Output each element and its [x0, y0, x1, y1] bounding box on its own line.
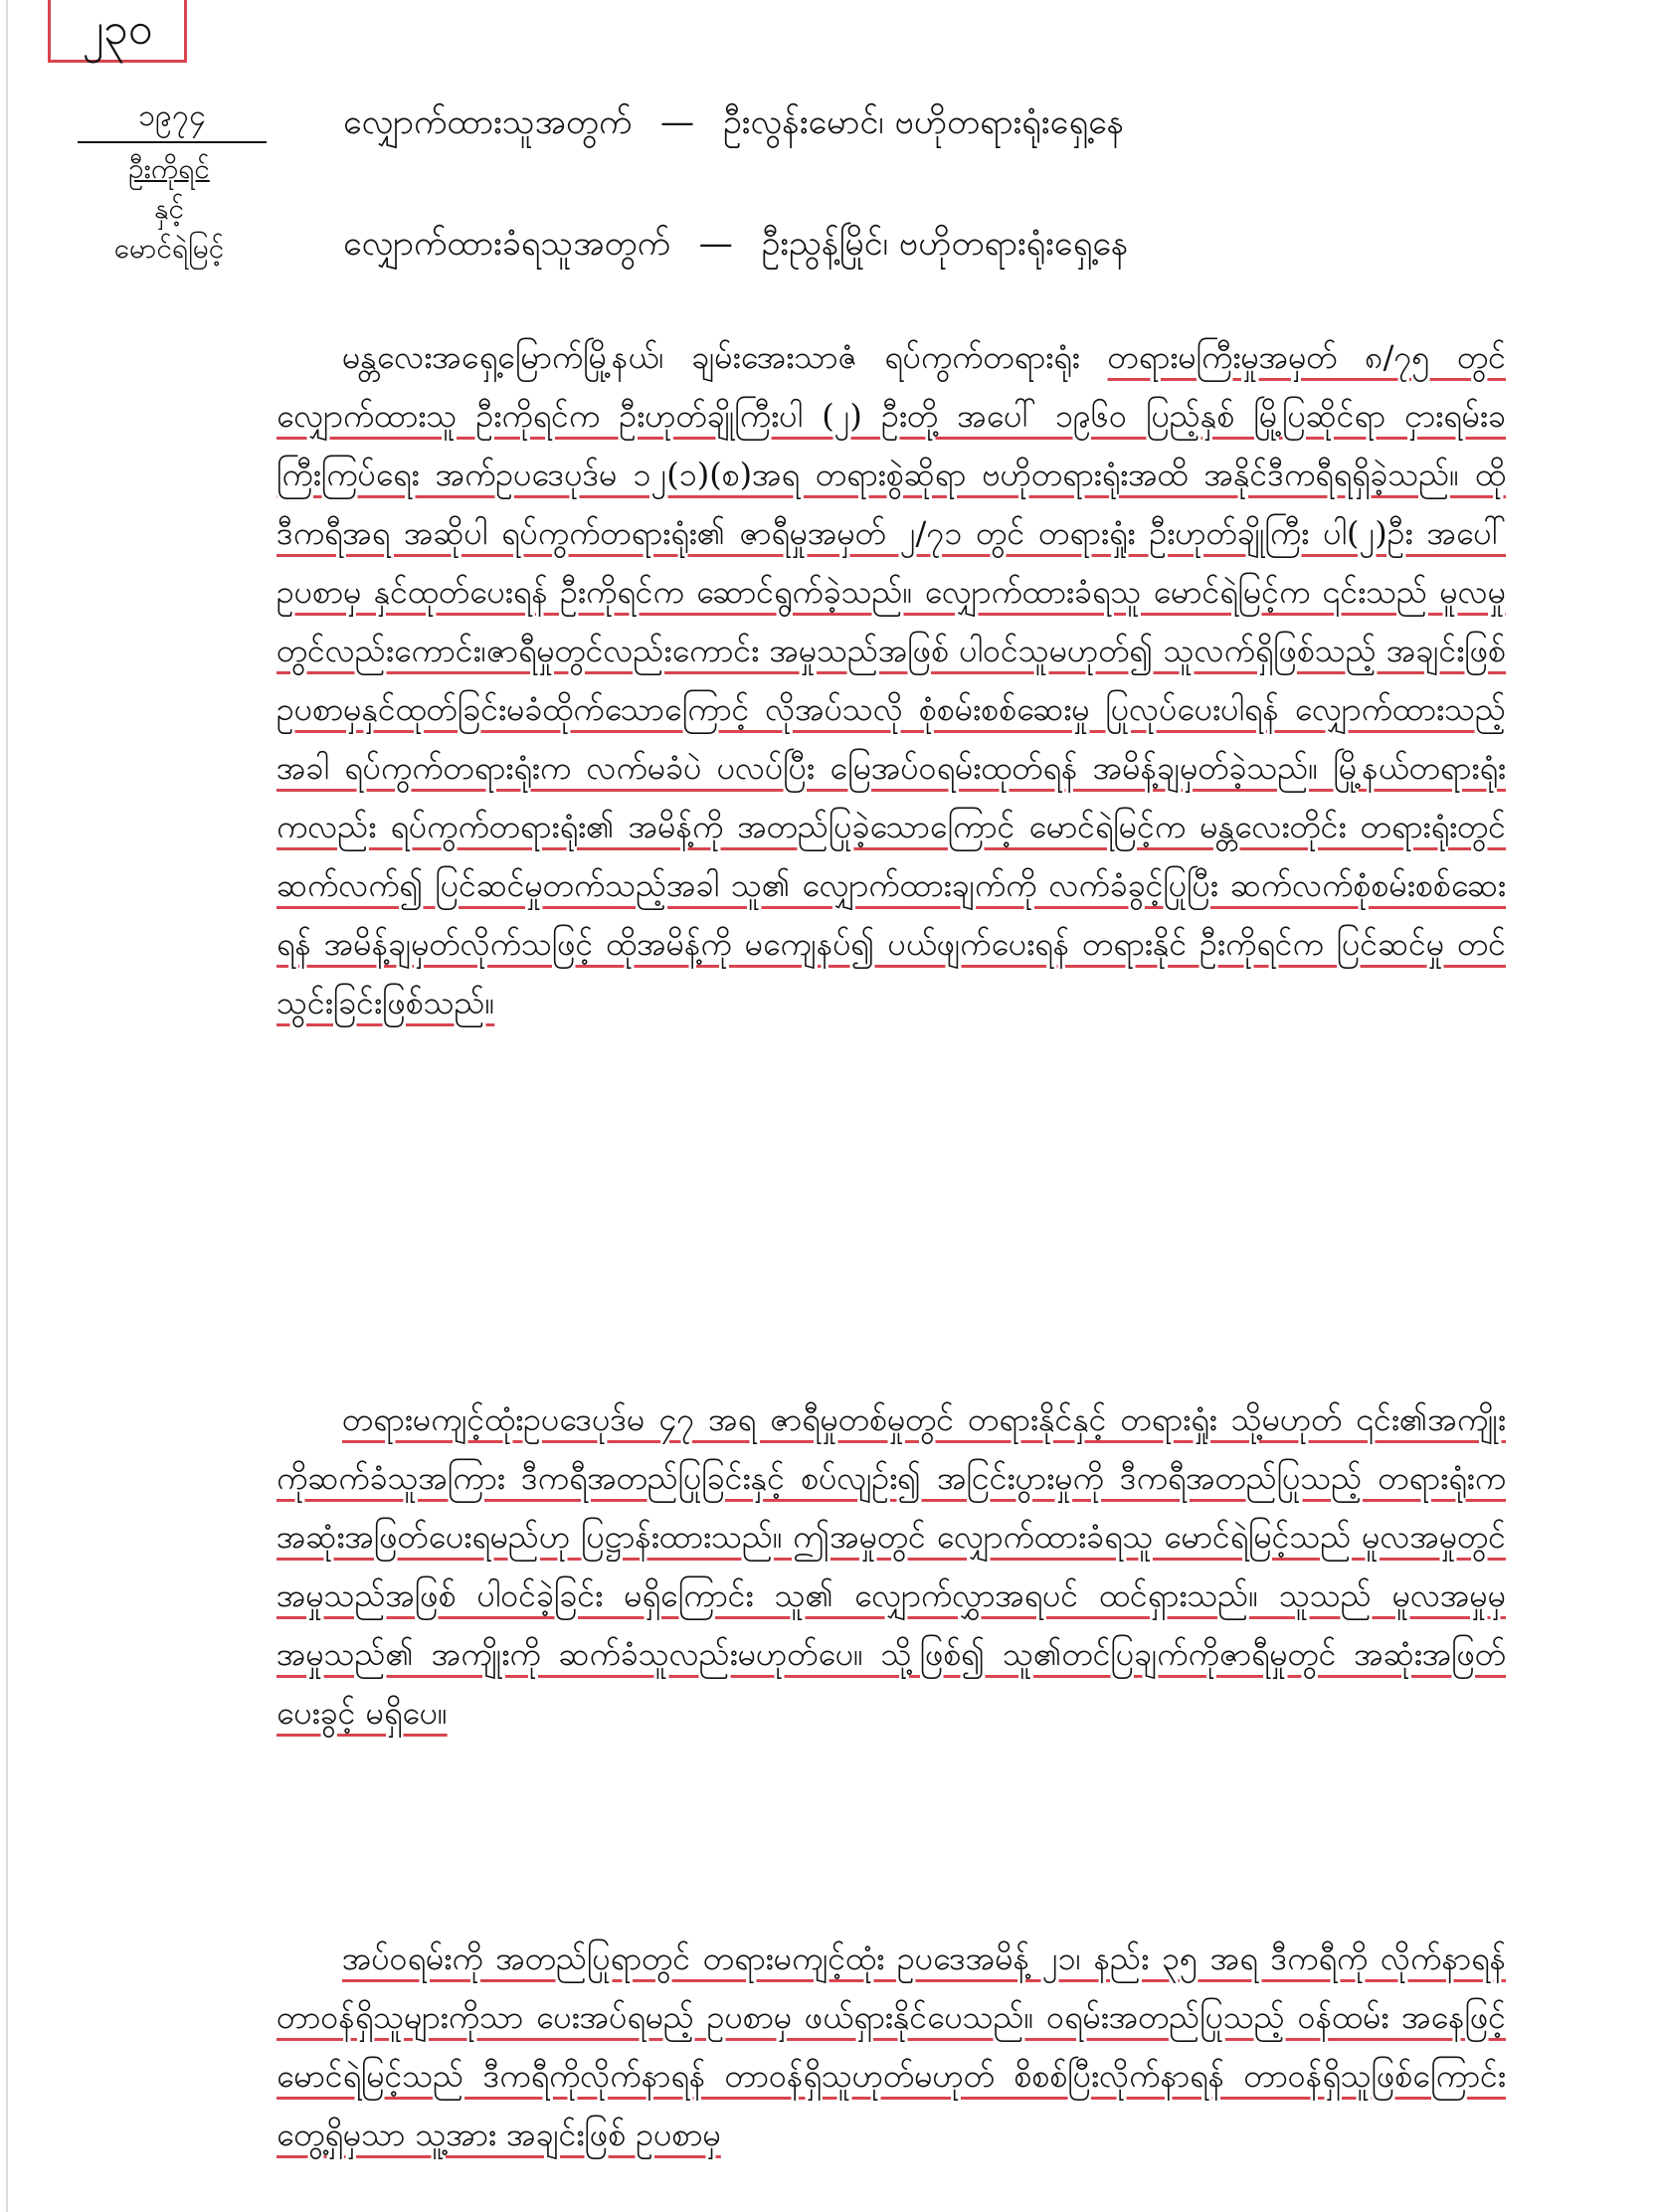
party-respondent: မောင်ရဲမြင့်: [113, 232, 225, 265]
paragraph-3: [276, 1930, 1506, 2164]
respondent-label: လျှောက်ထားခံရသူအတွက်: [343, 224, 670, 264]
paragraph-1-text-c: တရားစွဲဆိုရာ ဗဟိုတရားရုံးအထိ အနိုင်ဒီကရီရရှိခဲ့သည်။ ထိုဒီကရီအရ အဆိုပါ ရပ်ကွက်တရားရုံး၏ ဇာရီမှုအမှတ် ၂/၇၁ တွင် တရားရှုံး ဦးဟုတ်ချိုကြီး ပါ(၂)ဦး အပေါ် ဥပစာမှ နှင်ထုတ်ပေးရန် ဦးကိုရင်က ဆောင်ရွက်ခဲ့သည်။ လျှောက်ထားခံရသူ မောင်ရဲမြင့်က ၎င်းသည် မူလမှုတွင်လည်းကောင်း၊ဇာရီမှုတွင်လည်းကောင်း အမှုသည်အဖြစ် ပါဝင်သူမဟုတ်၍ သူလက်ရှိဖြစ်သည့် အချင်းဖြစ်ဥပစာမှနှင်ထုတ်ခြင်းမခံထိုက်သောကြောင့် လိုအပ်သလို စုံစမ်းစစ်ဆေးမှု ပြုလုပ်ပေးပါရန် လျှောက်ထားသည့်အခါ ရပ်ကွက်တရားရုံးက လက်မခံပဲ ပလပ်ပြီး မြေအပ်ဝရမ်းထုတ်ရန် အမိန့်ချမှတ်ခဲ့သည်။ မြို့နယ်တရားရုံးကလည်း ရပ်ကွက်တရားရုံး၏ အမိန့်ကို အတည်ပြုခဲ့သောကြောင့် မောင်ရဲမြင့်က မန္တလေးတိုင်း တရားရုံးတွင် ဆက်လက်၍ ပြင်ဆင်မှုတက်သည့်အခါ သူ၏ လျှောက်ထားချက်ကို လက်ခံခွင့်ပြုပြီး ဆက်လက်စုံစမ်းစစ်ဆေးရန် အမိန့်ချမှတ်လိုက်သဖြင့် ထိုအမိန့်ကို မကျေနပ်၍ ပယ်ဖျက်ပေးရန် တရားနိုင် ဦးကိုရင်က ပြင်ဆင်မှု တင်သွင်းခြင်းဖြစ်သည်။: [276, 456, 1506, 1021]
applicant-counsel-name: ဦးလွန်းမောင်၊ ဗဟိုတရားရုံးရှေ့နေ: [722, 102, 1125, 142]
page-edge: [6, 0, 8, 2212]
paragraph-1: [276, 328, 1506, 1032]
applicant-label: လျှောက်ထားသူအတွက်: [343, 102, 633, 142]
page-number: ၂၃၀: [48, 0, 187, 63]
paragraph-3-text: အပ်ဝရမ်းကို အတည်ပြုရာတွင် တရားမကျင့်ထုံး ဥပဒေအမိန့် ၂၁၊ နည်း ၃၅ အရ ဒီကရီကို လိုက်နာရန် တာဝန်ရှိသူများကိုသာ ပေးအပ်ရမည့် ဥပစာမှ ဖယ်ရှားနိုင်ပေသည်။ ဝရမ်းအတည်ပြုသည့် ဝန်ထမ်း အနေဖြင့် မောင်ရဲမြင့်သည် ဒီကရီကိုလိုက်နာရန် တာဝန်ရှိသူဟုတ်မဟုတ် စိစစ်ပြီးလိုက်နာရန် တာဝန်ရှိသူဖြစ်ကြောင်း တွေ့ရှိမှသာ သူ့အား အချင်းဖြစ် ဥပစာမှ: [276, 1939, 1507, 2153]
case-parties: [70, 149, 269, 269]
respondent-counsel-row: [343, 221, 1128, 272]
paragraph-2-text: တရားမကျင့်ထုံးဥပဒေပုဒ်မ ၄၇ အရ ဇာရီမှုတစ်မှုတွင် တရားနိုင်နှင့် တရားရှုံး သို့မဟုတ် ၎င်း၏အကျိုးကိုဆက်ခံသူအကြား ဒီကရီအတည်ပြုခြင်းနှင့် စပ်လျဉ်း၍ အငြင်းပွားမှုကို ဒီကရီအတည်ပြုသည့် တရားရုံးက အဆုံးအဖြတ်ပေးရမည်ဟု ပြဋ္ဌာန်းထားသည်။ ဤအမှုတွင် လျှောက်ထားခံရသူ မောင်ရဲမြင့်သည် မူလအမှုတွင် အမှုသည်အဖြစ် ပါဝင်ခဲ့ခြင်း မရှိကြောင်း သူ၏ လျှောက်လွှာအရပင် ထင်ရှားသည်။ သူသည် မူလအမှုမှ အမှုသည်၏ အကျိုးကို ဆက်ခံသူလည်းမဟုတ်ပေ။ သို့ဖြစ်၍ သူ၏တင်ပြချက်ကိုဇာရီမှုတွင် အဆုံးအဖြတ်ပေးခွင့် မရှိပေ။: [276, 1400, 1506, 1732]
paragraph-1-text-b: တရားမကြီးမှုအမှတ် ၈/၇၅ တွင် လျှောက်ထားသူ ဦးကိုရင်က ဦးဟုတ်ချိုကြီးပါ (၂) ဦးတို့ အပေါ် ၁၉၆၀ ပြည့်နှစ် မြို့ပြဆိုင်ရာ ငှားရမ်းခကြီးကြပ်ရေး အက်ဥပဒေပုဒ်မ ၁၂(၁)(စ)အရ: [276, 338, 1507, 493]
applicant-counsel-row: [343, 99, 1124, 150]
paragraph-1-text-a: မန္တလေးအရှေ့မြောက်မြို့နယ်၊ ချမ်းအေးသာဇံ ရပ်ကွက်တရားရုံး: [342, 338, 1108, 376]
paragraph-2: [276, 1390, 1506, 1743]
respondent-counsel-name: ဦးညွန့်မြိုင်၊ ဗဟိုတရားရုံးရှေ့နေ: [761, 224, 1129, 264]
applicant-dash: —: [660, 102, 695, 142]
year-divider: [78, 141, 267, 143]
case-year: ၁၉၇၄: [138, 98, 206, 133]
party-conjunction: နှင့်: [154, 192, 184, 225]
respondent-dash: —: [698, 224, 733, 264]
party-applicant: ဦးကိုရင်: [128, 152, 210, 185]
